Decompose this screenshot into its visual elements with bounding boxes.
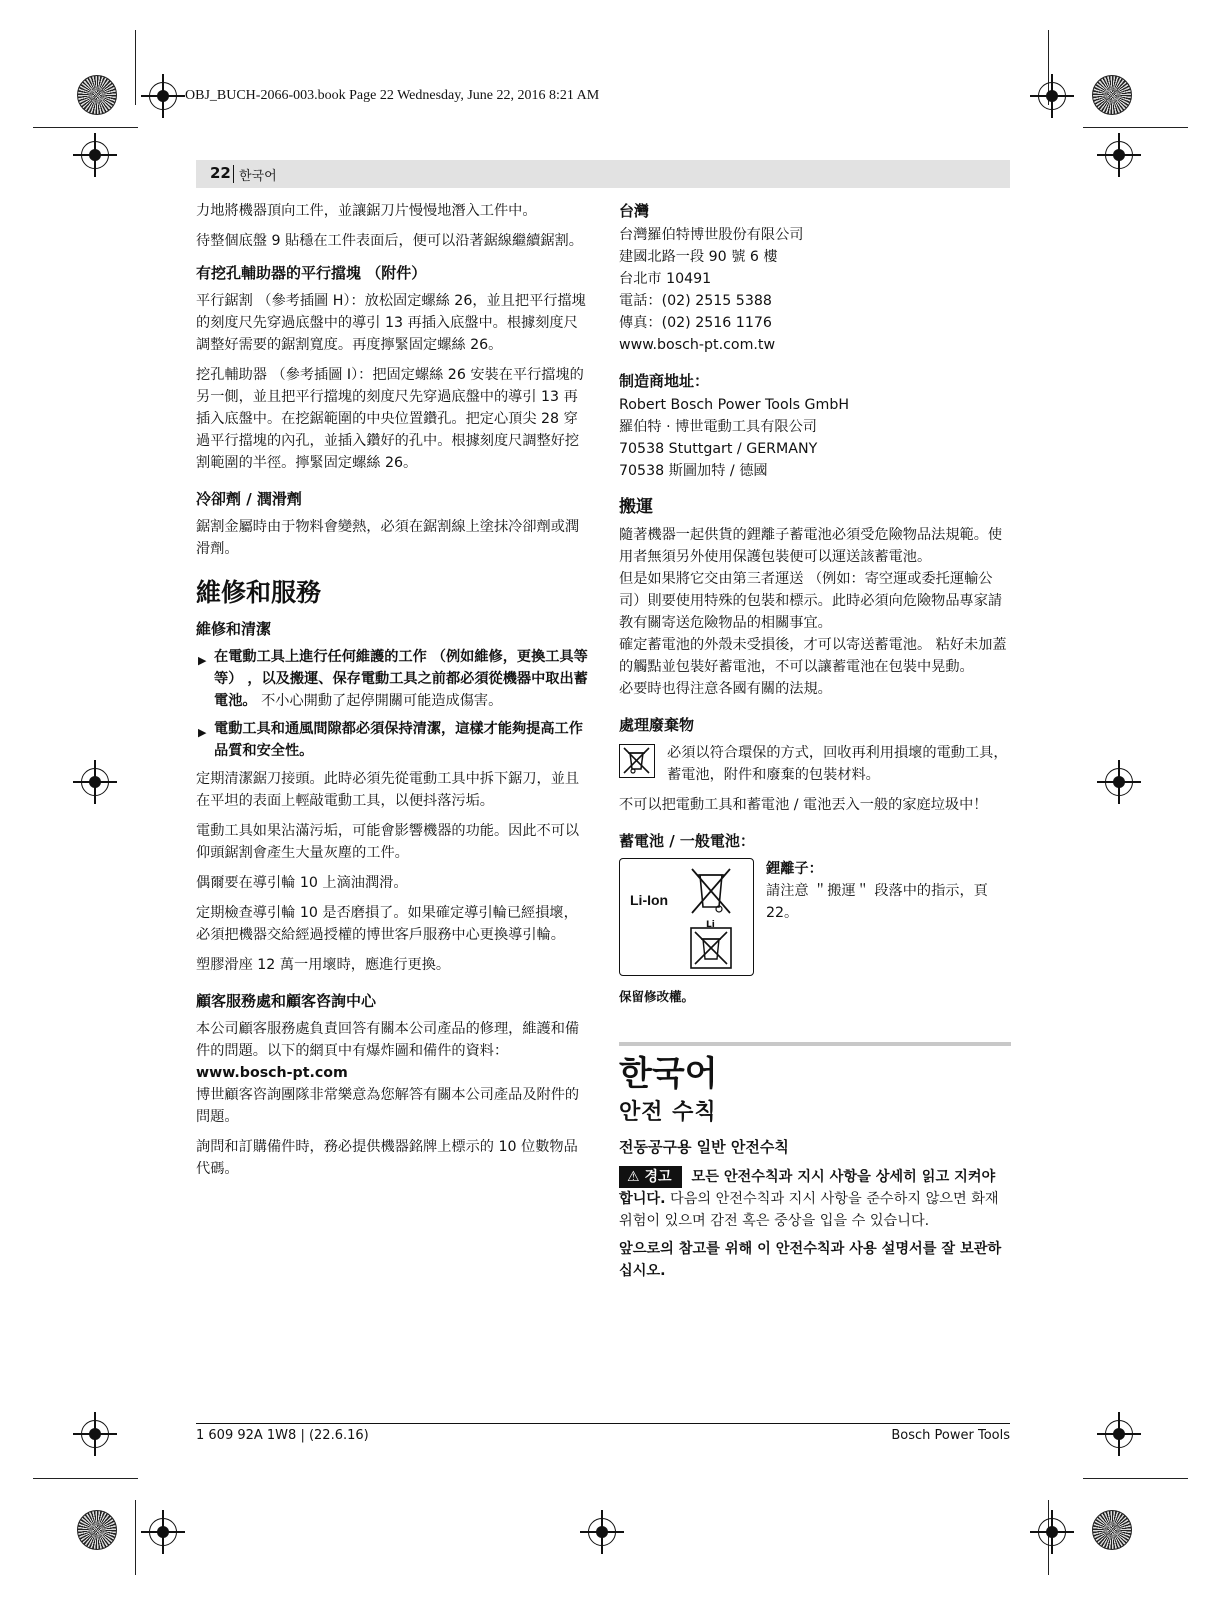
registration-mark-icon xyxy=(73,1412,117,1456)
service-url-link[interactable]: www.bosch-pt.com xyxy=(196,1065,348,1081)
paragraph: 電動工具如果沾滿污垢，可能會影響機器的功能。因此不可以仰頭鋸割會產生大量灰塵的工件。 xyxy=(196,823,580,861)
heading-parallel-fence: 有挖孔輔助器的平行擋塊 （附件） xyxy=(196,264,427,282)
korean-warning xyxy=(619,1166,1011,1232)
manufacturer-address xyxy=(619,394,1011,482)
page-language: 한국어 xyxy=(239,169,277,184)
warning-badge-label: 경고 xyxy=(644,1169,672,1185)
registration-mark-icon xyxy=(73,133,117,177)
address-line: Robert Bosch Power Tools GmbH xyxy=(619,397,849,413)
li-ion-label: Li-Ion xyxy=(630,892,669,908)
page-number: 22 xyxy=(210,164,231,182)
crop-line xyxy=(1083,127,1188,128)
bullet-triangle-icon: ▶ xyxy=(198,726,207,739)
paragraph: 鋸割金屬時由于物料會變熱，必須在鋸割線上塗抹冷卻劑或潤滑劑。 xyxy=(196,519,580,557)
paragraph: 定期清潔鋸刀接頭。此時必須先從電動工具中拆下鋸刀，並且在平坦的表面上輕敲電動工具，以便抖落污垢。 xyxy=(196,771,580,809)
registration-mark-icon xyxy=(1097,133,1141,177)
color-rosette-icon xyxy=(1092,1510,1132,1550)
paragraph: 本公司顧客服務處負責回答有關本公司產品的修理，維護和備件的問題。以下的網頁中有爆炸圖和備件的資料： xyxy=(196,1021,580,1059)
address-line: 70538 Stuttgart / GERMANY xyxy=(619,441,818,457)
address-line: 建國北路一段 90 號 6 樓 xyxy=(619,249,778,265)
warning-bullet xyxy=(196,718,588,762)
paragraph: 但是如果將它交由第三者運送 （例如：寄空運或委托運輸公司）則要使用特殊的包裝和標示。此時必須向危險物品專家請教有關寄送危險物品的相關事宜。 xyxy=(619,571,1003,631)
li-mark: Li xyxy=(706,920,715,930)
bullet-bold-text: 電動工具和通風間隙都必須保持清潔，這樣才能夠提高工作品質和安全性。 xyxy=(214,721,583,759)
registration-mark-icon xyxy=(141,1510,185,1554)
taiwan-address xyxy=(619,224,1011,356)
paragraph: 確定蓄電池的外殼未受損後，才可以寄送蓄電池。 粘好未加蓋的觸點並包裝好蓄電池，不可以讓蓄電池在包裝中晃動。 xyxy=(619,637,1007,675)
paragraph: 挖孔輔助器 （參考插圖 I）：把固定螺絲 26 安裝在平行擋塊的另一側，並且把平行擋塊的刻度尺先穿過底盤中的導引 13 再插入底盤中。在挖鋸範圍的中央位置鑽孔。把定心頂尖 28 穿過平行擋塊的內孔，並插入鑽好的孔中。根據刻度尺調整好挖割範圍的半徑。擰緊固定螺絲 26。 xyxy=(196,367,584,471)
heading-disposal: 處理廢棄物 xyxy=(619,716,695,734)
paragraph: 待整個底盤 9 貼穩在工件表面后，便可以沿著鋸線繼續鋸割。 xyxy=(196,233,583,249)
color-rosette-icon xyxy=(1092,75,1132,115)
paragraph: 詢問和訂購備件時，務必提供機器銘牌上標示的 10 位數物品代碼。 xyxy=(196,1139,578,1177)
korean-safety-heading: 안전 수칙 xyxy=(619,1100,717,1125)
battery-symbols xyxy=(619,858,754,976)
address-line: 台灣羅伯特博世股份有限公司 xyxy=(619,227,804,243)
crop-line xyxy=(33,1478,138,1479)
registration-mark-icon xyxy=(1097,760,1141,804)
heading-coolant: 冷卻劑 / 潤滑劑 xyxy=(196,490,302,508)
korean-general-safety-heading: 전동공구용 일반 안전수칙 xyxy=(619,1138,789,1156)
crop-line xyxy=(33,127,138,128)
paragraph: 偶爾要在導引輪 10 上滴油潤滑。 xyxy=(196,875,408,891)
disposal-notice xyxy=(619,742,1011,786)
section-divider xyxy=(619,1042,1011,1046)
bullet-bold-text: 在電動工具上進行任何維護的工作 （例如維修，更換工具等等） ，以及搬運、保存電動工具之前都必須從機器中取出蓄電池。 xyxy=(214,649,588,709)
address-line: 70538 斯圖加特 / 德國 xyxy=(619,463,768,479)
bullet-triangle-icon: ▶ xyxy=(198,654,207,667)
heading-manufacturer: 制造商地址： xyxy=(619,372,710,390)
heading-taiwan: 台灣 xyxy=(619,202,650,220)
warning-badge xyxy=(619,1166,682,1188)
warning-triangle-icon: ⚠ xyxy=(627,1169,640,1185)
header-divider xyxy=(233,165,234,183)
fax-line: 傳真：(02) 2516 1176 xyxy=(619,315,772,331)
lithium-heading: 鋰離子： xyxy=(766,861,823,877)
paragraph: 力地將機器頂向工件，並讓鋸刀片慢慢地潛入工件中。 xyxy=(196,203,537,219)
footer-brand: Bosch Power Tools xyxy=(891,1428,1010,1443)
paragraph: 博世顧客咨詢團隊非常樂意為您解答有關本公司產品及附件的問題。 xyxy=(196,1087,580,1125)
paragraph: 定期檢查導引輪 10 是否磨損了。如果確定導引輪已經損壞， 必須把機器交給經過授權的博世客戶服務中心更換導引輪。 xyxy=(196,905,578,943)
crop-line xyxy=(135,1500,136,1575)
registration-mark-icon xyxy=(580,1510,624,1554)
crossed-bin-icon xyxy=(688,865,734,917)
registration-mark-icon xyxy=(141,74,185,118)
registration-mark-icon xyxy=(1097,1412,1141,1456)
paragraph: 平行鋸割 （參考插圖 H）：放松固定螺絲 26，並且把平行擋塊的刻度尺先穿過底盤中的導引 13 再插入底盤中。根據刻度尺調整好需要的鋸割寬度。再度擰緊固定螺絲 26。 xyxy=(196,293,586,353)
heading-customer-service: 顧客服務處和顧客咨詢中心 xyxy=(196,992,377,1010)
no-household-waste-icon xyxy=(619,744,655,778)
bullet-text: 不小心開動了起停開關可能造成傷害。 xyxy=(256,693,503,709)
paragraph: 必須以符合環保的方式，回收再利用損壞的電動工具，蓄電池，附件和廢棄的包裝材料。 xyxy=(667,745,1008,783)
battery-disposal xyxy=(619,858,1011,976)
paragraph: 不可以把電動工具和蓄電池 / 電池丟入一般的家庭垃圾中！ xyxy=(619,797,988,813)
right-column xyxy=(619,200,1011,1290)
footer-doc-number: 1 609 92A 1W8 | (22.6.16) xyxy=(196,1428,369,1443)
crop-line xyxy=(135,30,136,105)
crop-line xyxy=(1083,1478,1188,1479)
paragraph: 請注意 ＂搬運＂ 段落中的指示，頁 22。 xyxy=(766,883,988,921)
heading-maintenance-cleaning: 維修和清潔 xyxy=(196,620,272,638)
registration-mark-icon xyxy=(73,760,117,804)
warning-text: 다음의 안전수칙과 지시 사항을 준수하지 않으면 화재 위험이 있으며 감전 혹은 중상을 입을 수 있습니다. xyxy=(619,1191,999,1229)
paragraph: 隨著機器一起供貨的鋰離子蓄電池必須受危險物品法規範。使用者無須另外使用保護包裝便可以運送該蓄電池。 xyxy=(619,527,1003,565)
left-column xyxy=(196,200,588,1188)
website-link[interactable]: www.bosch-pt.com.tw xyxy=(619,337,776,353)
print-job-header: OBJ_BUCH-2066-003.book Page 22 Wednesday, June 22, 2016 8:21 AM xyxy=(185,88,600,103)
color-rosette-icon xyxy=(77,1510,117,1550)
paragraph: 必要時也得注意各國有關的法規。 xyxy=(619,681,832,697)
no-household-waste-icon xyxy=(690,927,732,969)
address-line: 羅伯特 · 博世電動工具有限公司 xyxy=(619,419,817,435)
registration-mark-icon xyxy=(1030,1510,1074,1554)
heading-transport: 搬運 xyxy=(619,497,653,517)
phone-line: 電話：(02) 2515 5388 xyxy=(619,293,772,309)
footer-rule xyxy=(196,1423,1010,1424)
korean-section-title: 한국어 xyxy=(619,1054,718,1094)
lithium-note xyxy=(766,858,1011,924)
paragraph: 塑膠滑座 12 萬一用壞時，應進行更換。 xyxy=(196,957,451,973)
warning-bold-text: 모든 안전수칙과 지시 사항을 상세히 읽고 지켜야 합니다. xyxy=(619,1169,996,1207)
registration-mark-icon xyxy=(1030,74,1074,118)
heading-maintenance-service: 維修和服務 xyxy=(196,578,322,607)
address-line: 台北市 10491 xyxy=(619,271,712,287)
page-header xyxy=(196,160,1010,188)
rights-reserved: 保留修改權。 xyxy=(619,989,695,1004)
color-rosette-icon xyxy=(77,75,117,115)
heading-battery: 蓄電池 / 一般電池： xyxy=(619,832,755,850)
warning-bullet xyxy=(196,646,588,712)
korean-keep-notice: 앞으로의 참고를 위해 이 안전수칙과 사용 설명서를 잘 보관하십시오. xyxy=(619,1241,1002,1279)
